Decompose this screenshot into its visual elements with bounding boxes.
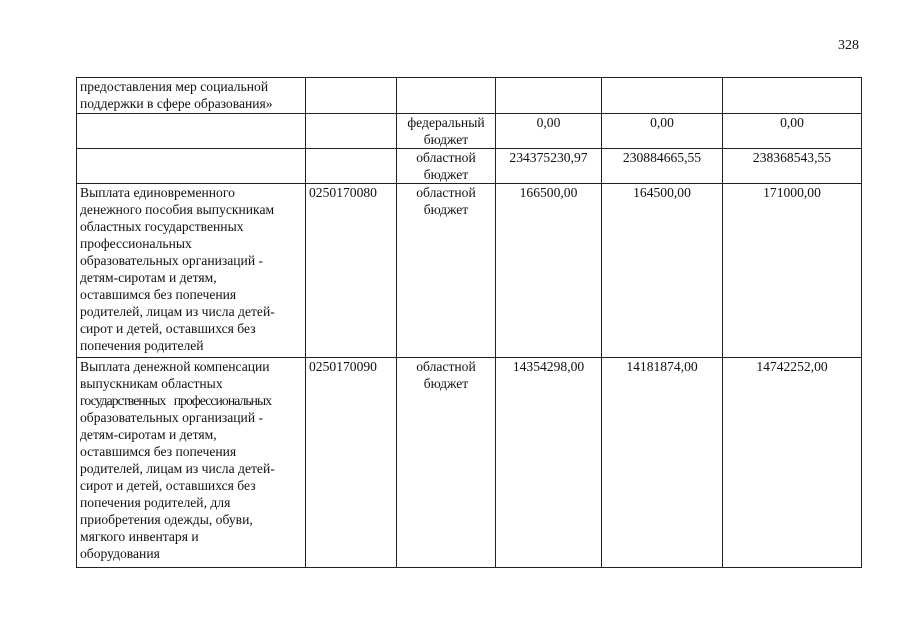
funding-source-cell: областной бюджет: [397, 184, 496, 358]
year2-amount-cell: 0,00: [602, 114, 723, 149]
year2-amount-cell: 230884665,55: [602, 149, 723, 184]
program-name-cell: [77, 358, 306, 568]
code-cell: [306, 114, 397, 149]
name-line: государственных профессиональных: [80, 393, 272, 408]
funding-source-cell: федеральный бюджет: [397, 114, 496, 149]
name-line: профессиональных: [80, 236, 192, 251]
name-line: детям-сиротам и детям,: [80, 427, 217, 442]
name-line: оставшимся без попечения: [80, 444, 237, 459]
code-cell: [306, 149, 397, 184]
name-line: оставшимся без попечения: [80, 287, 237, 302]
table-row: [77, 149, 862, 184]
year1-amount-cell: 0,00: [496, 114, 602, 149]
year1-amount-cell: 166500,00: [496, 184, 602, 358]
name-line: родителей, лицам из числа детей-: [80, 304, 275, 319]
name-line: попечения родителей: [80, 338, 204, 353]
name-line: денежного пособия выпускникам: [80, 202, 275, 217]
name-line: областных государственных: [80, 219, 244, 234]
year1-amount-cell: [496, 78, 602, 114]
name-line: предоставления мер социальной: [80, 79, 269, 94]
name-line: родителей, лицам из числа детей-: [80, 461, 275, 476]
year2-amount-cell: 164500,00: [602, 184, 723, 358]
budget-table: [76, 77, 862, 568]
table-row: [77, 184, 862, 358]
name-line: поддержки в сфере образования»: [80, 96, 273, 111]
table-row: [77, 358, 862, 568]
year3-amount-cell: 0,00: [723, 114, 862, 149]
page-number: 328: [838, 38, 859, 53]
year2-amount-cell: 14181874,00: [602, 358, 723, 568]
program-name-cell: [77, 149, 306, 184]
program-name-cell: [77, 184, 306, 358]
program-name-cell: [77, 114, 306, 149]
program-name-cell: [77, 78, 306, 114]
name-line: сирот и детей, оставшихся без: [80, 478, 256, 493]
code-cell: 0250170080: [306, 184, 397, 358]
name-line: сирот и детей, оставшихся без: [80, 321, 256, 336]
year3-amount-cell: 14742252,00: [723, 358, 862, 568]
year1-amount-cell: 14354298,00: [496, 358, 602, 568]
name-line: образовательных организаций -: [80, 253, 264, 268]
year2-amount-cell: [602, 78, 723, 114]
name-line: выпускникам областных: [80, 376, 223, 391]
code-cell: 0250170090: [306, 358, 397, 568]
funding-source-cell: областной бюджет: [397, 149, 496, 184]
table-row: [77, 114, 862, 149]
code-cell: [306, 78, 397, 114]
name-line: приобретения одежды, обуви,: [80, 512, 253, 527]
name-line: образовательных организаций -: [80, 410, 264, 425]
year1-amount-cell: 234375230,97: [496, 149, 602, 184]
name-line: попечения родителей, для: [80, 495, 231, 510]
name-line: мягкого инвентаря и: [80, 529, 199, 544]
name-line: оборудования: [80, 546, 160, 561]
year3-amount-cell: 238368543,55: [723, 149, 862, 184]
funding-source-cell: областной бюджет: [397, 358, 496, 568]
name-line: Выплата денежной компенсации: [80, 359, 270, 374]
table-row: [77, 78, 862, 114]
name-line: Выплата единовременного: [80, 185, 235, 200]
year3-amount-cell: 171000,00: [723, 184, 862, 358]
year3-amount-cell: [723, 78, 862, 114]
funding-source-cell: [397, 78, 496, 114]
name-line: детям-сиротам и детям,: [80, 270, 217, 285]
